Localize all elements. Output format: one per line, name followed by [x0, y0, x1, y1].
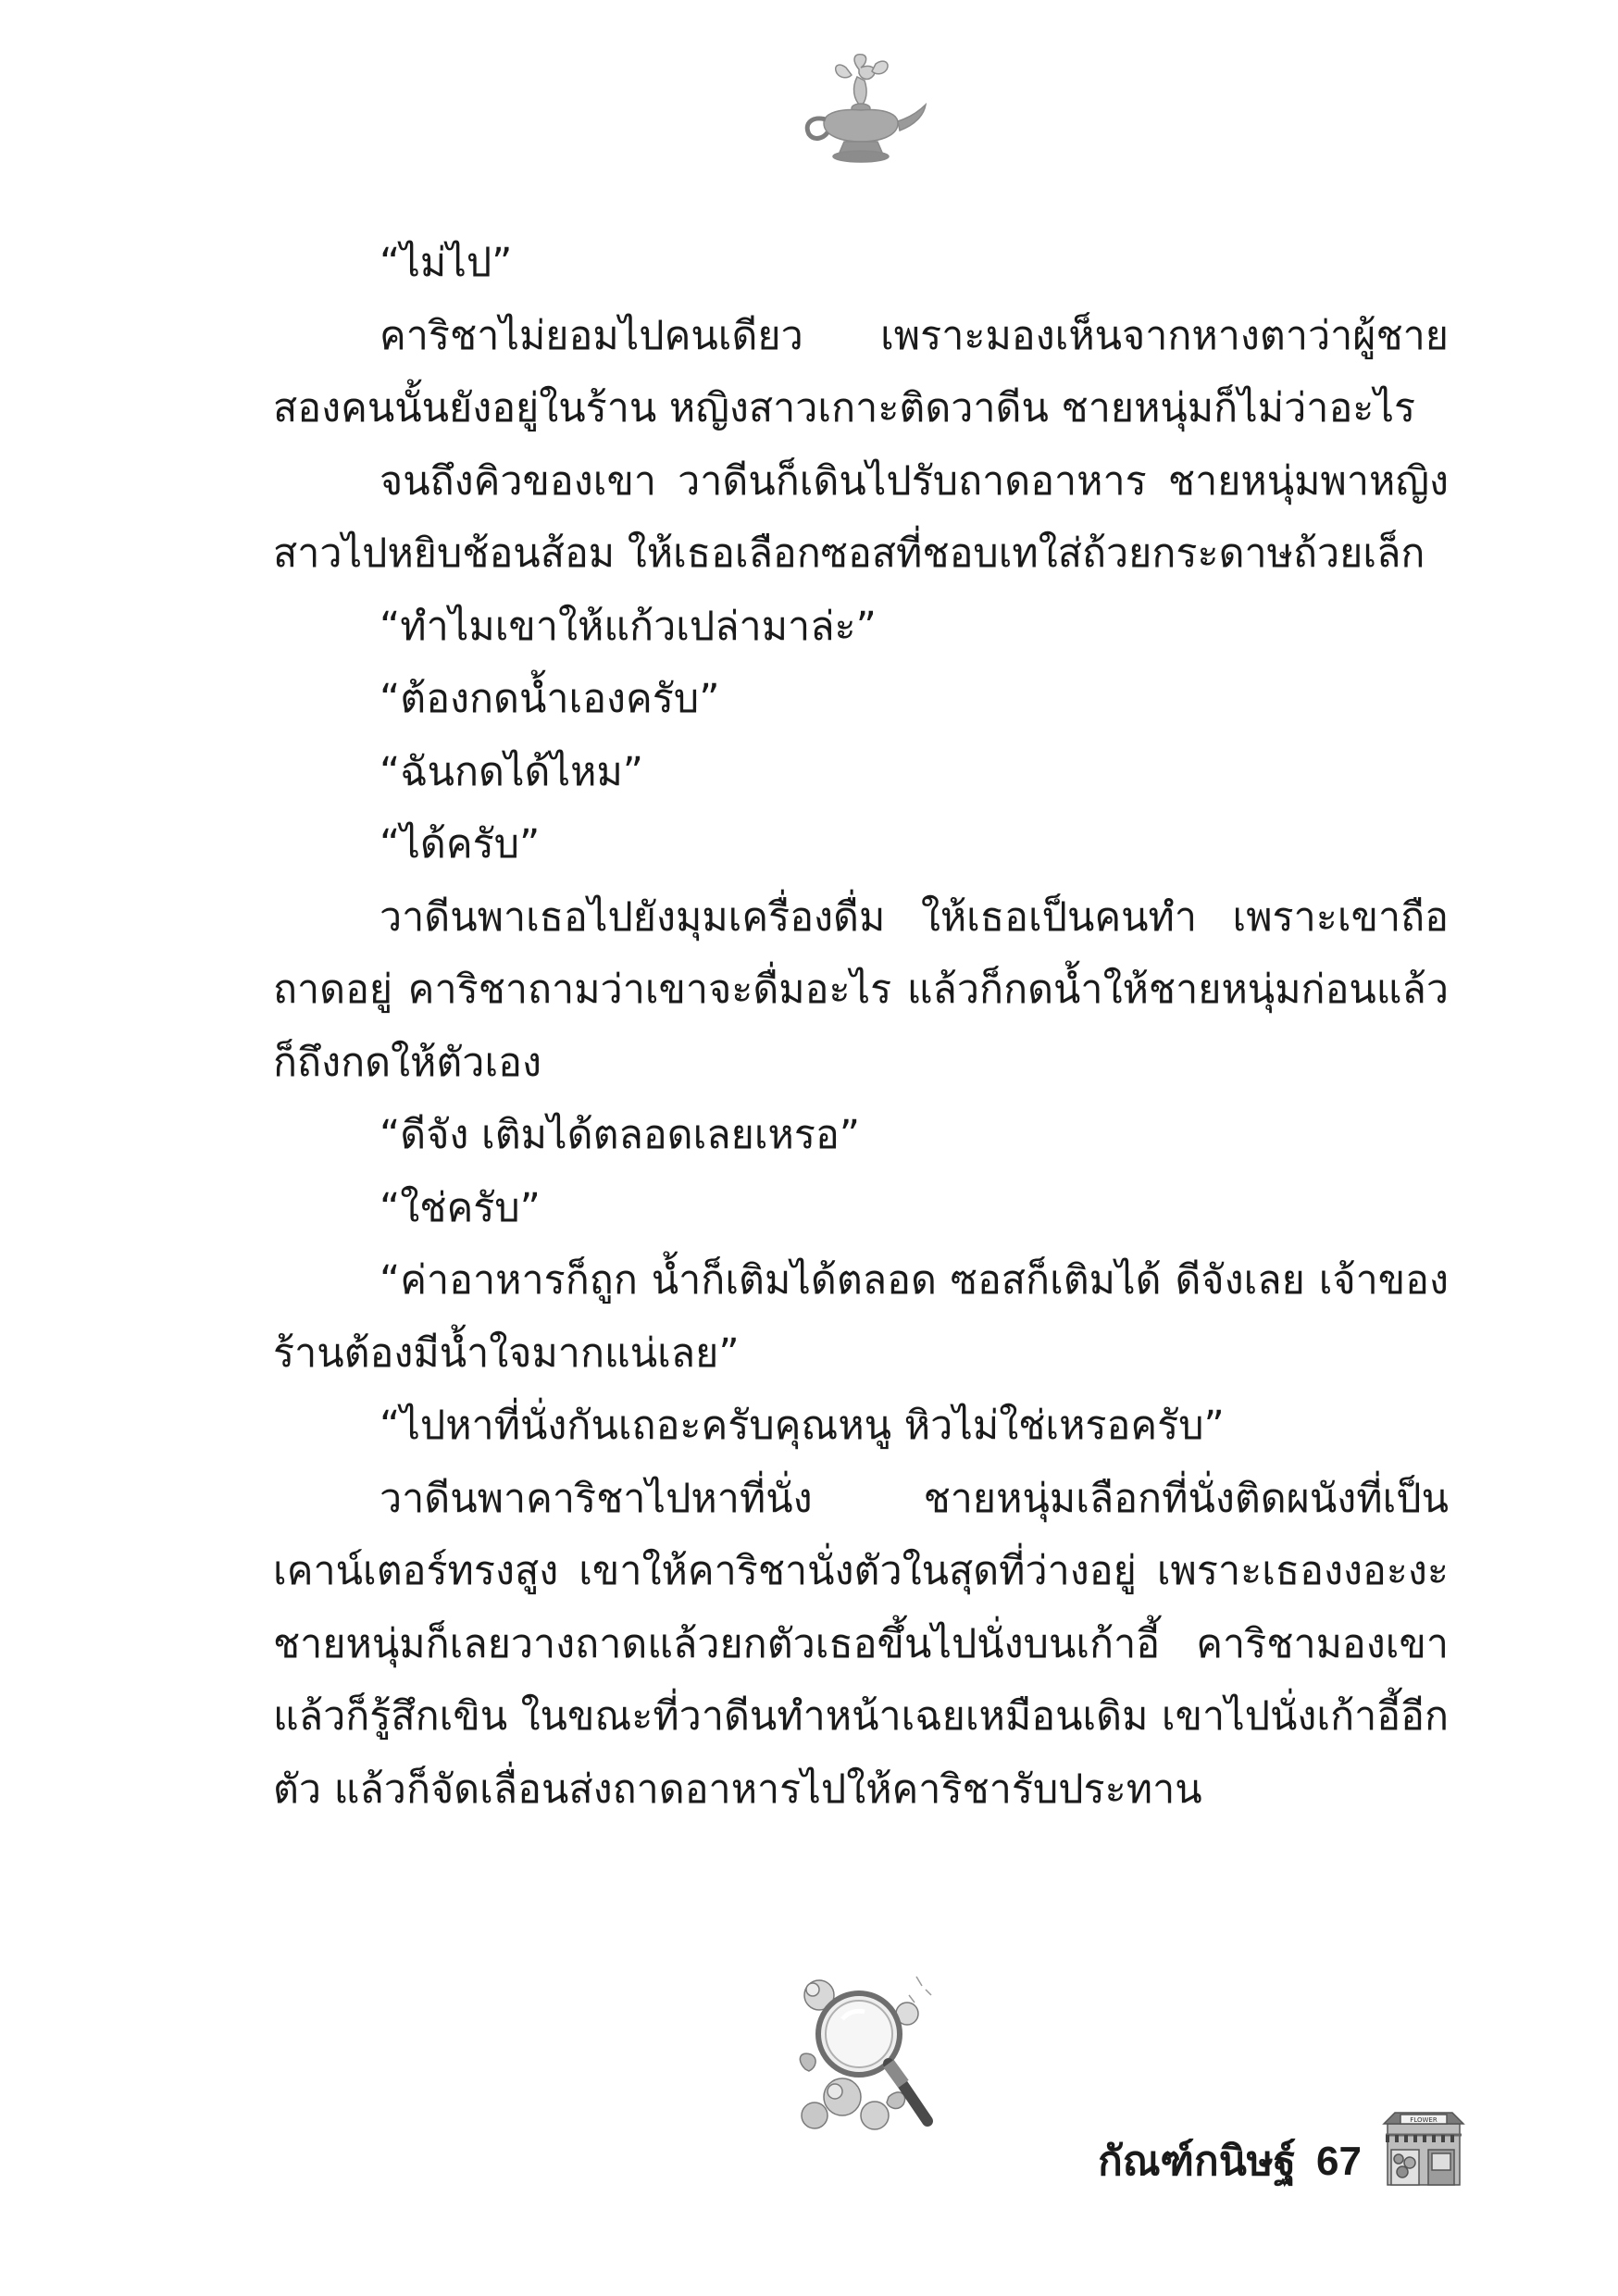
- magnifier-flowers-icon: [787, 1958, 949, 2143]
- genie-lamp-icon: [787, 51, 935, 171]
- paragraph: “ต้องกดน้ำเองครับ”: [380, 676, 720, 722]
- body-text: [273, 227, 1449, 1826]
- paragraph: “ทำไมเขาให้แก้วเปล่ามาล่ะ”: [380, 603, 877, 650]
- paragraph: วาดีนพาคาริชาไปหาที่นั่ง ชายหนุ่มเลือกที่นั่งติดผนังที่เป็นเคาน์เตอร์ทรงสูง เขาให้คาริชานั่งตัวในสุดที่ว่างอยู่ เพราะเธองงอะงะ ชายหนุ่มก็เลยวางถาดแล้วยกตัวเธอขึ้นไปนั่งบนเก้าอี้ คาริชามองเขาแล้วก็รู้สึกเขิน ในขณะที่วาดีนทำหน้าเฉยเหมือนเดิม เขาไปนั่งเก้าอี้อีกตัว แล้วก็จัดเลื่อนส่งถาดอาหารไปให้คาริชารับประทาน: [273, 1475, 1449, 1813]
- flower-shop-icon: [1382, 2111, 1465, 2190]
- paragraph: จนถึงคิวของเขา วาดีนก็เดินไปรับถาดอาหาร ชายหนุ่มพาหญิงสาวไปหยิบช้อนส้อม ให้เธอเลือกซอสที่ชอบเทใส่ถ้วยกระดาษถ้วยเล็ก: [273, 457, 1449, 577]
- paragraph: คาริชาไม่ยอมไปคนเดียว เพราะมองเห็นจากหางตาว่าผู้ชายสองคนนั้นยังอยู่ในร้าน หญิงสาวเกาะติดวาดีน ชายหนุ่มก็ไม่ว่าอะไร: [273, 312, 1449, 431]
- paragraph: วาดีนพาเธอไปยังมุมเครื่องดื่ม ให้เธอเป็นคนทำ เพราะเขาถือถาดอยู่ คาริชาถามว่าเขาจะดื่มอะไร แล้วก็กดน้ำให้ชายหนุ่มก่อนแล้วก็ถึงกดให้ตัวเอง: [273, 893, 1449, 1086]
- book-title: กัณฑ์กนิษฐ์: [1098, 2138, 1297, 2185]
- paragraph: “ฉันกดได้ไหม”: [380, 748, 644, 795]
- paragraph: “ไปหาที่นั่งกันเถอะครับคุณหนู หิวไม่ใช่เหรอครับ”: [380, 1403, 1225, 1449]
- paragraph: “ค่าอาหารก็ถูก น้ำก็เติมได้ตลอด ซอสก็เติมได้ ดีจังเลย เจ้าของร้านต้องมีน้ำใจมากแน่เลย”: [273, 1257, 1449, 1377]
- paragraph: “ได้ครับ”: [380, 821, 541, 867]
- page-number: 67: [1316, 2139, 1362, 2184]
- paragraph: “ไม่ไป”: [380, 240, 513, 286]
- page-footer: [1098, 2097, 1465, 2190]
- shop-sign-text: FLOWER: [1410, 2116, 1438, 2124]
- paragraph: “ดีจัง เติมได้ตลอดเลยเหรอ”: [380, 1112, 861, 1158]
- paragraph: “ใช่ครับ”: [380, 1184, 541, 1231]
